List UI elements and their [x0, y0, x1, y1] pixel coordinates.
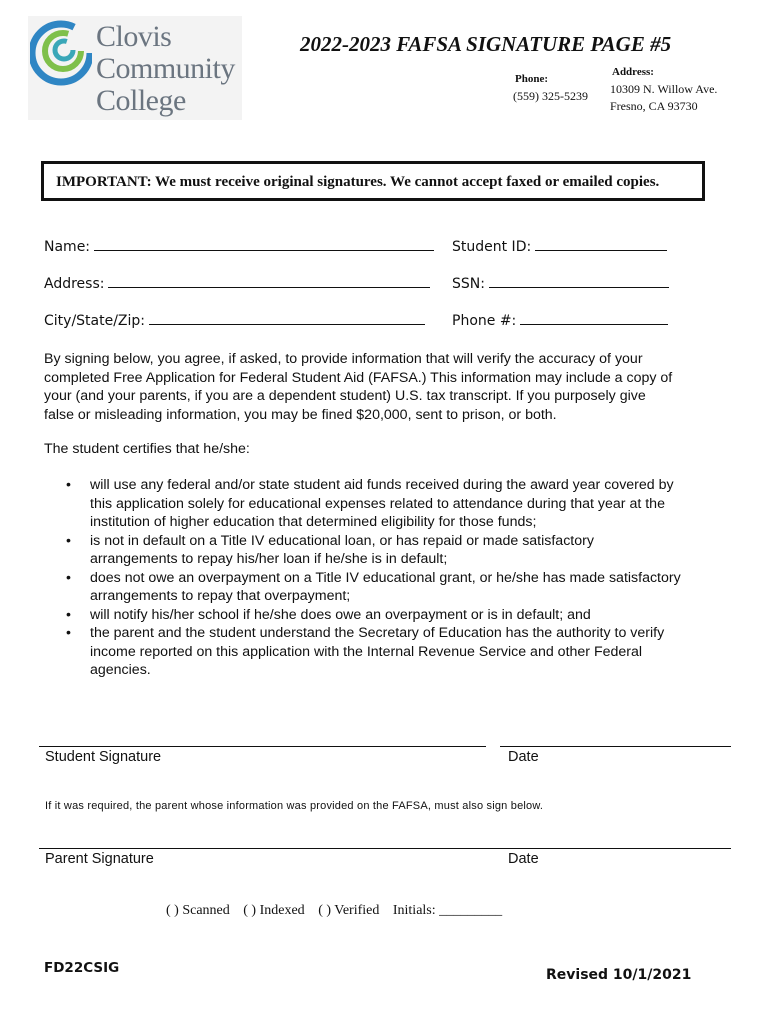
parent-note: If it was required, the parent whose information was provided on the FAFSA, must also sign below.: [45, 800, 544, 812]
address-label: Address:: [612, 66, 654, 78]
list-item-line: institution of higher education that determined eligibility for those funds;: [90, 514, 537, 530]
parent-date-label: Date: [508, 851, 539, 867]
list-item: [66, 606, 726, 625]
logo-text-line: Clovis: [96, 20, 172, 53]
list-item-line: • does not owe an overpayment on a Title IV educational grant, or he/she has made satisfactory: [90, 569, 681, 586]
list-item: [66, 532, 726, 569]
initials-field[interactable]: Initials: _________: [392, 903, 503, 918]
list-item-line: income reported on this application with the Internal Revenue Service and other Federal: [90, 643, 643, 660]
agreement-line: By signing below, you agree, if asked, to provide information that will verify the accuracy of your: [44, 351, 643, 367]
list-item: [66, 569, 726, 606]
office-use-checks: [166, 903, 512, 919]
important-notice-text: IMPORTANT: We must receive original signatures. We cannot accept faxed or emailed copies.: [56, 174, 660, 190]
list-item-line: arrangements to repay his/her loan if he/she is in default;: [90, 551, 448, 567]
list-item: [66, 476, 726, 532]
certifies-intro: The student certifies that he/she:: [44, 441, 250, 457]
indexed-checkbox[interactable]: ( ) Indexed: [243, 903, 305, 918]
important-notice-box: [41, 161, 705, 201]
list-item: [66, 624, 726, 680]
phone-number-line[interactable]: [520, 312, 668, 325]
address-field-label: Address:: [44, 276, 105, 292]
name-line[interactable]: [94, 238, 434, 251]
parent-signature-line[interactable]: [39, 848, 731, 849]
parent-signature-label: Parent Signature: [45, 851, 154, 867]
phone-label: Phone:: [515, 73, 548, 85]
phone-value: (559) 325-5239: [513, 89, 588, 103]
student-id-field[interactable]: [452, 238, 667, 255]
scanned-checkbox[interactable]: ( ) Scanned: [166, 903, 230, 918]
logo-swirl-icon: [30, 18, 92, 88]
list-item-line: agencies.: [90, 662, 151, 678]
agreement-paragraph: [44, 350, 734, 424]
address-field[interactable]: [44, 275, 430, 292]
ssn-line[interactable]: [489, 275, 669, 288]
address-line[interactable]: [108, 275, 430, 288]
phone-field[interactable]: [452, 312, 668, 329]
certification-list: [66, 476, 726, 680]
phone-number-label: Phone #:: [452, 313, 517, 329]
list-item-line: this application solely for educational expenses related to attendance during that year at the: [90, 495, 665, 512]
agreement-line: your (and your parents, if you are a dependent student) U.S. tax transcript. If you purposely give: [44, 388, 646, 404]
student-signature-line[interactable]: [39, 746, 486, 747]
verified-checkbox[interactable]: ( ) Verified: [318, 903, 380, 918]
logo-text-line: Community: [96, 52, 235, 85]
revised-date: Revised 10/1/2021: [546, 967, 692, 983]
list-item-line: arrangements to repay that overpayment;: [90, 588, 351, 604]
name-field[interactable]: [44, 238, 434, 255]
city-state-zip-line[interactable]: [149, 312, 425, 325]
agreement-line: false or misleading information, you may be fined $20,000, sent to prison, or both.: [44, 406, 557, 423]
list-item-line: • the parent and the student understand the Secretary of Education has the authority to verify: [90, 625, 665, 641]
ssn-label: SSN:: [452, 276, 485, 292]
college-logo: [28, 16, 242, 120]
ssn-field[interactable]: [452, 275, 669, 292]
student-id-line[interactable]: [535, 238, 667, 251]
form-code: FD22CSIG: [44, 960, 120, 976]
address-line-1: 10309 N. Willow Ave.: [610, 82, 718, 96]
student-date-label: Date: [508, 749, 539, 765]
list-item-line: • will notify his/her school if he/she does owe an overpayment or is in default; and: [90, 606, 591, 623]
city-state-zip-label: City/State/Zip:: [44, 313, 146, 329]
agreement-line: completed Free Application for Federal Student Aid (FAFSA.) This information may include a copy of: [44, 369, 673, 386]
logo-text-line: College: [96, 84, 186, 117]
name-label: Name:: [44, 239, 91, 255]
page-title: 2022-2023 FAFSA SIGNATURE PAGE #5: [300, 32, 672, 56]
student-id-label: Student ID:: [452, 239, 532, 255]
student-signature-label: Student Signature: [45, 749, 162, 765]
list-item-line: • is not in default on a Title IV educational loan, or has repaid or made satisfactory: [90, 532, 594, 549]
student-date-line[interactable]: [500, 746, 731, 747]
address-line-2: Fresno, CA 93730: [610, 99, 698, 113]
city-state-zip-field[interactable]: [44, 312, 425, 329]
list-item-line: • will use any federal and/or state student aid funds received during the award year covered by: [90, 477, 674, 493]
